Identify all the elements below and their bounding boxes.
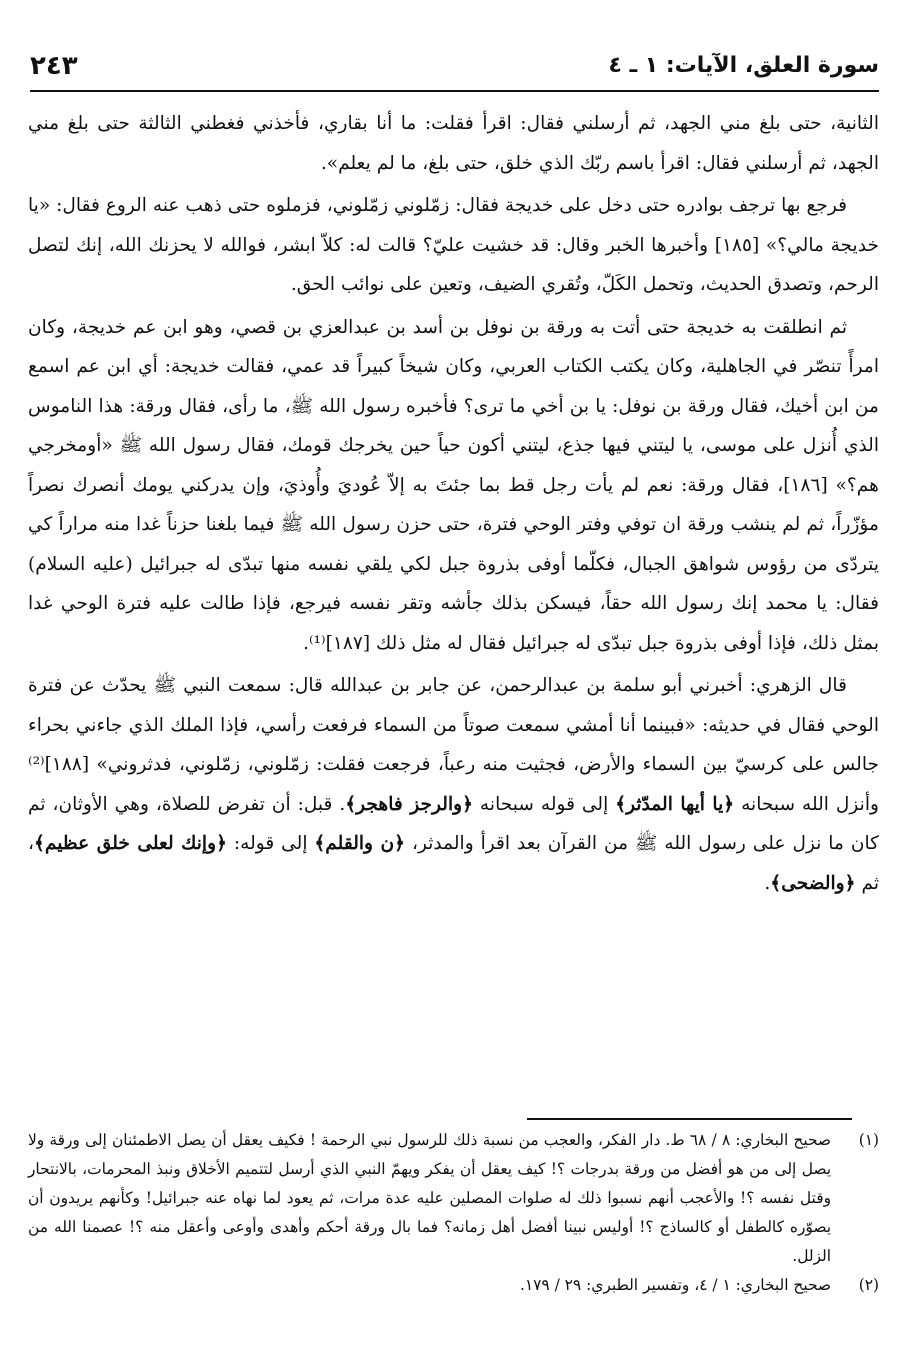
footnotes xyxy=(28,1126,879,1300)
quran-quote-1: ﴿يا أيها المدّثر﴾ xyxy=(615,793,735,815)
footnote-text: صحيح البخاري: ١ / ٤، وتفسير الطبري: ٢٩ / ١٧٩. xyxy=(519,1276,831,1294)
paragraph-4-text-2: إلى قوله سبحانه xyxy=(473,793,616,815)
header-rule xyxy=(30,90,879,92)
paragraph-4-text-3: . قبل: أن تفرض للصلاة، وهي الأوثان، ثم كان ما نزل على رسول الله ﷺ من القرآن بعد اقرأ والمدثر، xyxy=(28,793,879,854)
page-header xyxy=(30,44,879,96)
paragraph-1: الثانية، حتى بلغ مني الجهد، ثم أرسلني فقال: اقرأ فقلت: ما أنا بقاري، فأخذني فغطني الثالثة حتى بلغ مني الجهد، ثم أرسلني فقال: اقرأ باسم ربّك الذي خلق، حتى بلغ، ما لم يعلم». xyxy=(28,113,879,174)
quran-quote-4: ﴿وإنك لعلى خلق عظيم﴾ xyxy=(34,833,227,854)
quran-quote-5: ﴿والضحى﴾ xyxy=(770,872,856,894)
footnote-1 xyxy=(28,1126,879,1271)
paragraph-4-text-6: . xyxy=(764,872,771,894)
paragraph-4-text-5: ، ثم xyxy=(28,833,879,894)
paragraph-4-text-1: قال الزهري: أخبرني أبو سلمة بن عبدالرحمن، عن جابر بن عبدالله قال: سمعت النبي ﷺ يحدّث عن فترة الوحي فقال في حديثه: «فبينما أنا أمشي سمعت صوتاً من السماء فرفعت رأسي، فإذا الملك الذي جاءني بحراء جالس على كرسيّ بين السماء والأرض، فجثيت منه رعباً، فرجعت فقلت: زمّلوني، زمّلوني، فدثروني» [١٨٨]⁽²⁾ وأنزل الله سبحانه xyxy=(28,675,879,815)
footnote-separator xyxy=(527,1118,852,1120)
paragraph-4-text-4: إلى قوله: xyxy=(226,833,315,854)
quran-quote-2: ﴿والرجز فاهجر﴾ xyxy=(345,793,473,815)
paragraph-4 xyxy=(28,666,879,903)
footnote-marker: (١) xyxy=(858,1131,879,1149)
quran-quote-3: ﴿ن والقلم﴾ xyxy=(314,833,406,854)
paragraph-2: فرجع بها ترجف بوادره حتى دخل على خديجة فقال: زمّلوني زمّلوني، فزملوه حتى ذهب عنه الروع فقال: «يا خديجة مالي؟» [١٨٥] وأخبرها الخبر وقال: قد خشيت عليّ؟ قالت له: كلاّ ابشر، فوالله لا يحزنك الله، إنك لتصل الرحم، وتصدق الحديث، وتحمل الكَلّ، وتُقري الضيف، وتعين على نوائب الحق. xyxy=(28,195,879,295)
running-title: سورة العلق، الآيات: ١ ـ ٤ xyxy=(608,53,879,78)
main-text xyxy=(28,104,879,906)
paragraph-3: ثم انطلقت به خديجة حتى أتت به ورقة بن نوفل بن أسد بن عبدالعزي بن قصي، وهو ابن عم خديجة، وكان امرأً تنصّر في الجاهلية، وكان يكتب الكتاب العربي، وكان شيخاً كبيراً قد عمي، فقالت خديجة: أي ابن عم اسمع من ابن أخيك، فقال ورقة بن نوفل: يا بن أخي ما ترى؟ فأخبره رسول الله ﷺ، ما رأى، فقال ورقة: هذا الناموس الذي أُنزل على موسى، يا ليتني فيها جذع، ليتني أكون حياً حين يخرجك قومك، فقال رسول الله ﷺ «أومخرجي هم؟» [١٨٦]، فقال ورقة: نعم لم يأت رجل قط بما جئتَ به إلاّ عُوديَ وأُوذيَ، وإن يدركني يومك أنصرك نصراً مؤزّراً، ثم لم ينشب ورقة ان توفي وفتر الوحي فترة، حتى حزن رسول الله ﷺ فيما بلغنا حزناً غدا منه مراراً كي يتردّى من رؤوس شواهق الجبال، فكلّما أوفى بذروة جبل لكي يلقي نفسه منها تبدّى له جبرائيل (عليه السلام) فقال: يا محمد إنك رسول الله حقاً، فيسكن بذلك جأشه وتقر نفسه فيرجع، فإذا طالت عليه فترة الوحي غدا بمثل ذلك، فإذا أوفى بذروة جبل تبدّى له جبرائيل فقال له مثل ذلك [١٨٧]⁽¹⁾. xyxy=(28,316,879,654)
footnote-text: صحيح البخاري: ٨ / ٦٨ ط. دار الفكر، والعجب من نسبة ذلك للرسول نبي الرحمة ! فكيف يعقل أن يصل الاطمئنان إلى ورقة ولا يصل إلى من هو أفضل من ورقة بدرجات ؟! كيف يعقل أن يفكر ويهمّ النبي الذي أرسل لتتميم الأخلاق ونبذ المحرمات، بالانتحار وقتل نفسه ؟! والأعجب أنهم نسبوا ذلك له صلوات المصلين عليه عدة مرات، ثم يعود لما نهاه عنه جبرائيل! وكأنهم يريدون أن يصوّره كالطفل أو كالساذج ؟! أوليس نبينا أفضل أهل زمانه؟ فما بال ورقة أحكم وأهدى وأوعى وأعقل منه ؟! عصمنا الله من الزلل. xyxy=(28,1131,831,1265)
page-number: ٢٤٣ xyxy=(30,51,78,81)
footnote-marker: (٢) xyxy=(858,1276,879,1294)
footnote-2 xyxy=(28,1271,879,1300)
